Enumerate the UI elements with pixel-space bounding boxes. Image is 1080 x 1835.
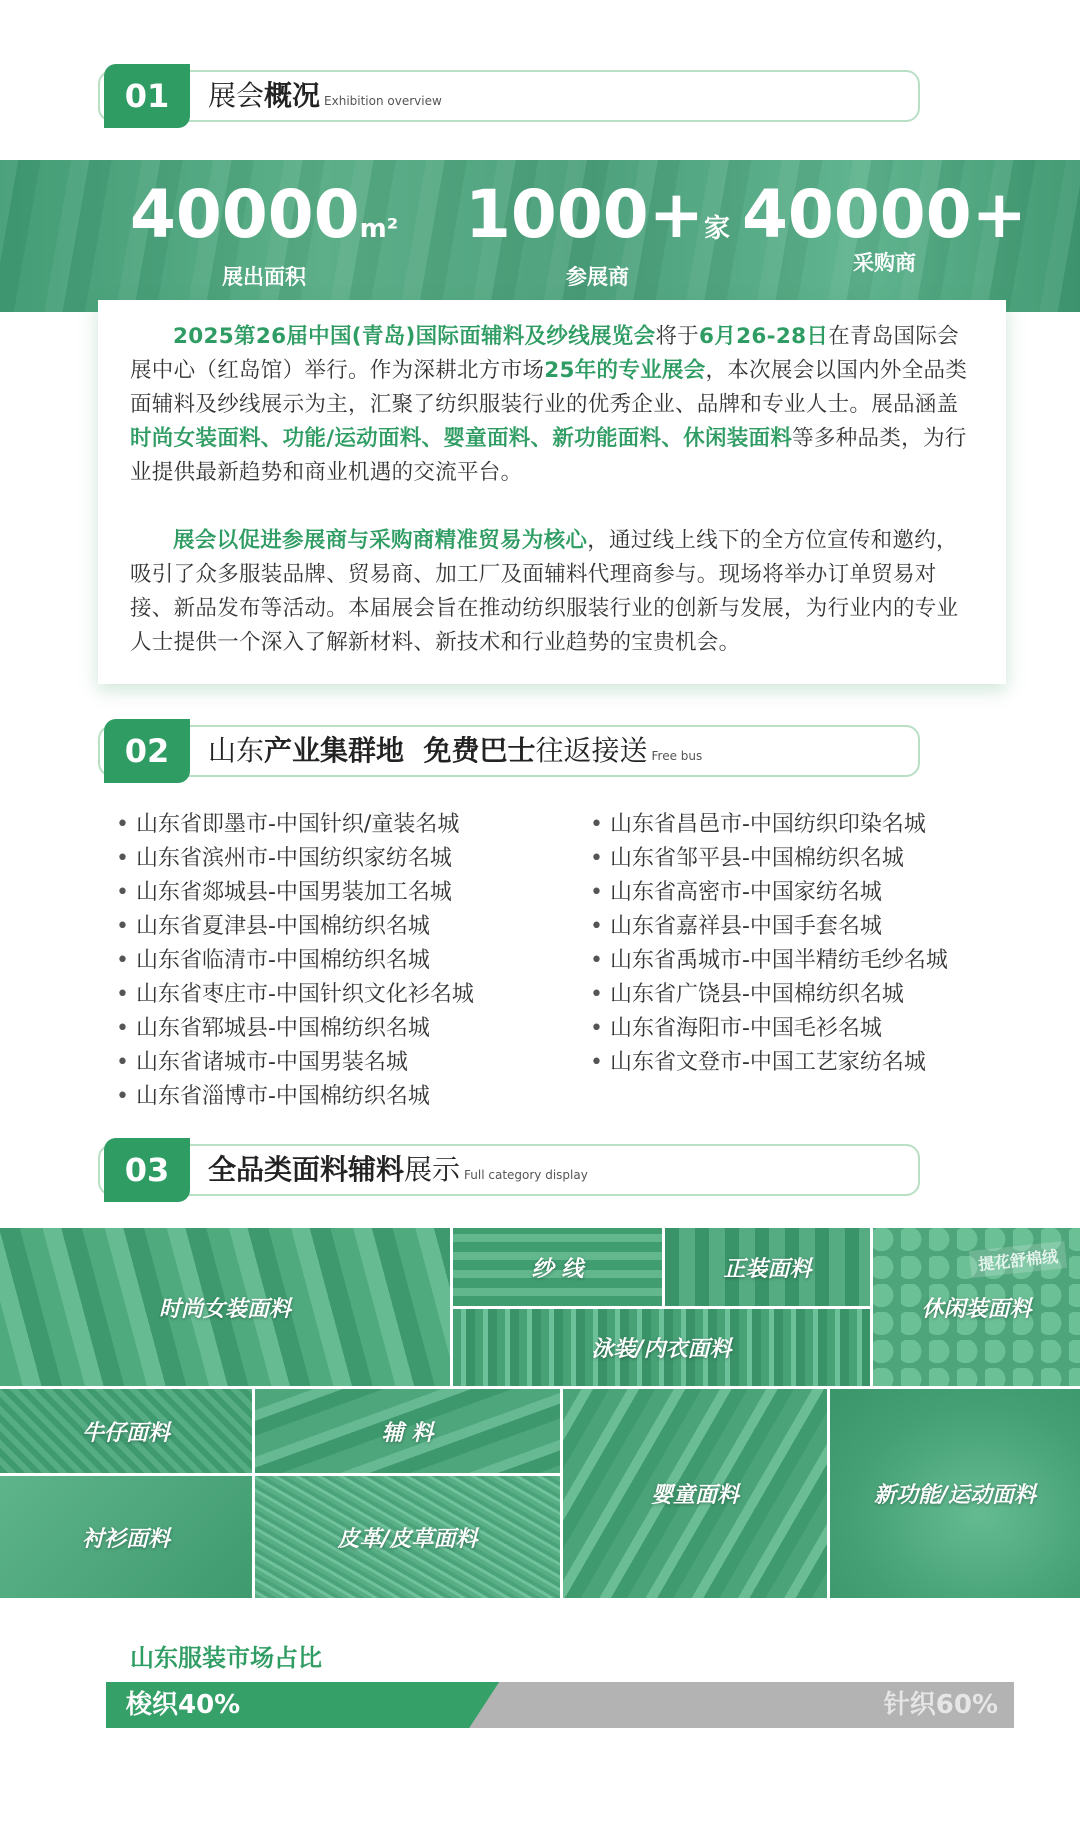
tile-fashion-women: 时尚女装面料 xyxy=(0,1228,450,1386)
list-item: • 山东省临清市-中国棉纺织名城 xyxy=(116,944,474,978)
list-item: • 山东省禹城市-中国半精纺毛纱名城 xyxy=(590,944,948,978)
list-item: • 山东省即墨市-中国针织/童装名城 xyxy=(116,808,474,842)
list-item: • 山东省昌邑市-中国纺织印染名城 xyxy=(590,808,948,842)
section-header-display xyxy=(98,1144,920,1196)
market-share-bar xyxy=(106,1682,1014,1728)
section-number: 02 xyxy=(104,719,190,783)
section-number: 01 xyxy=(104,64,190,128)
tile-swim: 泳装/内衣面料 xyxy=(453,1309,870,1386)
tile-denim: 牛仔面料 xyxy=(0,1389,252,1473)
intro-paragraph-2: 展会以促进参展商与采购商精准贸易为核心，通过线上线下的全方位宣传和邀约，吸引了众多服装品牌、贸易商、加工厂及面辅料代理商参与。现场将举办订单贸易对接、新品发布等活动。本届展会旨在推动纺织服装行业的创新与发展，为行业内的专业人士提供一个深入了解新材料、新技术和行业趋势的宝贵机会。 xyxy=(130,528,959,655)
section-header-bus xyxy=(98,725,920,777)
tile-formal: 正装面料 xyxy=(665,1228,870,1306)
market-share-title: 山东服装市场占比 xyxy=(130,1644,322,1672)
list-item: • 山东省高密市-中国家纺名城 xyxy=(590,876,948,910)
list-item: • 山东省滨州市-中国纺织家纺名城 xyxy=(116,842,474,876)
list-item: • 山东省郯城县-中国男装加工名城 xyxy=(116,876,474,910)
section-header-overview xyxy=(98,70,920,122)
list-item: • 山东省广饶县-中国棉纺织名城 xyxy=(590,978,948,1012)
section-title: 山东产业集群地 免费巴士往返接送 Free bus xyxy=(208,734,703,767)
tile-baby: 婴童面料 xyxy=(563,1389,827,1598)
list-item: • 山东省嘉祥县-中国手套名城 xyxy=(590,910,948,944)
stat-exhibitors: 1000+家 参展商 xyxy=(465,176,731,289)
list-item: • 山东省海阳市-中国毛衫名城 xyxy=(590,1012,948,1046)
tile-new-function: 新功能/运动面料 xyxy=(830,1389,1080,1598)
list-item: • 山东省文登市-中国工艺家纺名城 xyxy=(590,1046,948,1080)
tile-casual: 休闲装面料 提花舒棉绒 xyxy=(873,1228,1080,1386)
cities-list-left xyxy=(116,808,474,1114)
tile-yarn: 纱 线 xyxy=(453,1228,662,1306)
stats-band xyxy=(0,160,1080,312)
list-item: • 山东省邹平县-中国棉纺织名城 xyxy=(590,842,948,876)
tile-shirt: 衬衫面料 xyxy=(0,1476,252,1598)
stat-area: 40000m² 展出面积 xyxy=(130,176,399,289)
fabric-mosaic xyxy=(0,1228,1080,1598)
list-item: • 山东省枣庄市-中国针织文化衫名城 xyxy=(116,978,474,1012)
section-number: 03 xyxy=(104,1138,190,1202)
list-item: • 山东省夏津县-中国棉纺织名城 xyxy=(116,910,474,944)
share-knit-label: 针织60% xyxy=(883,1690,998,1720)
intro-card xyxy=(98,300,1006,684)
tile-leather: 皮革/皮草面料 xyxy=(255,1476,560,1598)
list-item: • 山东省郓城县-中国棉纺织名城 xyxy=(116,1012,474,1046)
list-item: • 山东省诸城市-中国男装名城 xyxy=(116,1046,474,1080)
casual-tag: 提花舒棉绒 xyxy=(969,1241,1067,1278)
stat-buyers: 40000+ 采购商 xyxy=(742,176,1027,275)
tile-accessory: 辅 料 xyxy=(255,1389,560,1473)
section-title: 展会概况 Exhibition overview xyxy=(208,79,442,112)
share-woven-label: 梭织40% xyxy=(126,1690,241,1720)
section-title: 全品类面料辅料展示 Full category display xyxy=(208,1153,588,1186)
list-item: • 山东省淄博市-中国棉纺织名城 xyxy=(116,1080,474,1114)
cities-list-right xyxy=(590,808,948,1080)
intro-paragraph-1: 2025第26届中国(青岛)国际面辅料及纱线展览会将于6月26-28日在青岛国际会展中心（红岛馆）举行。作为深耕北方市场25年的专业展会，本次展会以国内外全品类面辅料及纱线展示为主，汇聚了纺织服装行业的优秀企业、品牌和专业人士。展品涵盖时尚女装面料、功能/运动面料、婴童面料、新功能面料、休闲装面料等多种品类，为行业提供最新趋势和商业机遇的交流平台。 xyxy=(130,324,968,485)
